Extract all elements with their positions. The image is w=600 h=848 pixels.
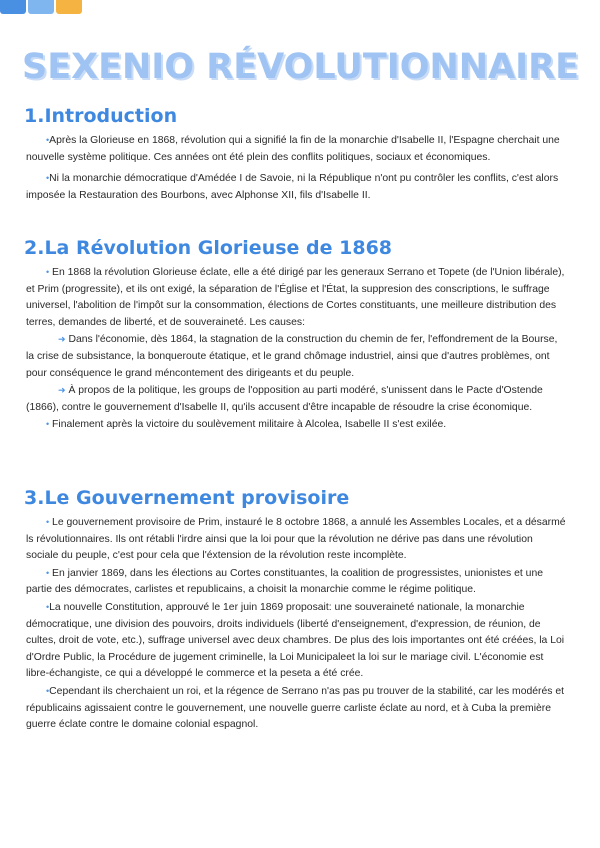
bullet-icon: • [46,173,50,184]
section-revolution [26,236,566,434]
tab-light-blue [28,0,54,14]
page-title: SEXENIO RÉVOLUTIONNAIRE [22,47,580,87]
bullet-icon: • [46,419,50,430]
arrow-icon: ➜ [58,385,66,396]
color-tabs [0,0,84,14]
bullet-icon: • [46,135,50,145]
section-gouvernement [26,486,566,734]
paragraph: ➜ À propos de la politique, les groups de l'opposition au parti modéré, s'unissent dans le Pacte d'Ostende (1866), contre le gouvernement d'Isabelle II, qu'ils accusent d'être incapable de résoudre la crise économique. [26,385,543,413]
paragraph: • En janvier 1869, dans les élections au Cortes constituantes, la coalition de progressistes, unionistes et une partie des démocrates, carlistes et republicains, a choisit la monarchie comme le régime politique. [26,567,544,596]
bullet-icon: • [46,685,50,696]
paragraph: •Après la Glorieuse en 1868, révolution qui a signifié la fin de la monarchie d'Isabelle II, l'Espagne cherchait une nouvelle système politique. Ces années ont été plein des conflits politiques, sociaux et économiques. [26,135,560,163]
paragraph: ➜ Dans l'économie, dès 1864, la stagnation de la construction du chemin de fer, l'effondrement de la Bourse, la crise de subsistance, la bonqueroute étatique, et le grand chômage industriel, ainsi que d'autres problèmes, ont pour conséquence le grand méncontement des dirigeants et du peuple. [26,334,558,379]
section-heading: 1.Introduction [24,105,178,127]
section-introduction [26,104,566,204]
paragraph: •Ni la monarchie démocratique d'Amédée I de Savoie, ni la République n'ont pu contrôler les conflits, c'est alors imposée la Restauration des Bourbons, avec Alphonse XII, fils d'Isabelle II. [26,173,559,201]
arrow-icon: ➜ [58,334,66,345]
bullet-icon: • [46,601,50,612]
tab-orange [56,0,82,14]
paragraph: •Cependant ils cherchaient un roi, et la régence de Serrano n'as pas pu trouver de la stabilité, car les modérés et républicains agissaient contre le gouvernement, une nouvelle guerre carliste éclate au nord, et à Cuba la première guerre éclate contre le domaine colonial espagnol. [26,685,565,731]
bullet-icon: • [46,267,50,277]
paragraph: • Finalement après la victoire du soulèvement militaire à Alcolea, Isabelle II s'est exilée. [46,419,447,431]
paragraph: •La nouvelle Constitution, approuvé le 1er juin 1869 proposait: une souveraineté nationale, la monarchie démocratique, une division des pouvoirs, droits individuels (liberté d'enseignement, d'expression, de réunion, de cultes, droit de vote, etc.), suffrage universel avec deux chambres. De plus des lois importantes ont été créées, la Loi d'Ordre Public, la Procédure de jugement criminelle, la Loi Municipaleet la loi sur le mariage civil. L'économie est libre-échangiste, ce qui a développé le commerce et la peseta a été crée. [26,601,565,680]
paragraph: • En 1868 la révolution Glorieuse éclate, elle a été dirigé par les generaux Serrano et Topete (de l'Union libérale), et Prim (progressite), et ils ont exigé, la séparation de l'Église et l'État, la suppresion des conscriptions, le suffrage universel, l'abolition de l'impôt sur la consommation, élections de Cortes constituants, une meilleure distribution des terres, demandes de liberté, et de souveraineté. Les causes: [26,267,565,328]
bullet-icon: • [46,567,50,578]
bullet-icon: • [46,517,50,527]
section-heading: 2.La Révolution Glorieuse de 1868 [24,237,393,259]
tab-blue [0,0,26,14]
section-heading: 3.Le Gouvernement provisoire [24,487,350,509]
paragraph: • Le gouvernement provisoire de Prim, instauré le 8 octobre 1868, a annulé les Assembles Locales, et a désarmé ls révolutionnaires. Ils ont rétabli l'irdre ainsi que la loi pour que la révolution ne dérive pas dans une révolution sociale du peuple, c'est pour cela que l'éxtension de la révolution reste incomplète. [26,517,566,562]
